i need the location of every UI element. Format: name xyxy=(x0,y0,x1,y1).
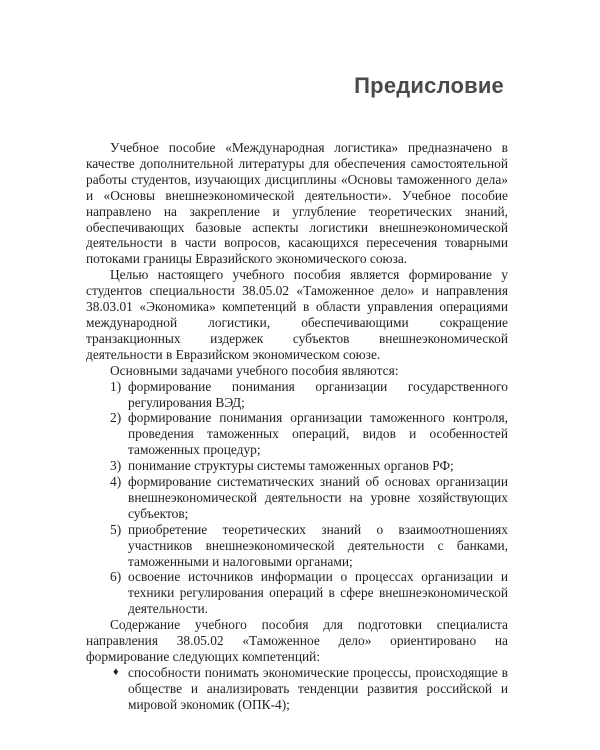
task-item xyxy=(86,458,508,474)
task-text: понимание структуры системы таможенных органов РФ; xyxy=(128,458,454,474)
document-body xyxy=(86,140,508,713)
tasks-heading: Основными задачами учебного пособия являются: xyxy=(110,362,399,378)
competency-item xyxy=(86,665,508,713)
task-text: формирование понимания организации таможенного контроля, проведения таможенных операций, видов и особенностей таможенных процедур; xyxy=(128,410,508,458)
page-title: Предисловие xyxy=(354,73,504,98)
task-text: формирование систематических знаний об основах организации внешнеэкономической деятельности на уровне хозяйствующих субъектов; xyxy=(128,474,508,521)
task-text: формирование понимания организации государственного регулирования ВЭД; xyxy=(128,378,508,410)
competencies-list xyxy=(86,665,508,713)
task-item xyxy=(86,522,508,570)
task-item xyxy=(86,569,508,617)
intro-paragraph: Учебное пособие «Международная логистика» предназначено в качестве дополнительной литературы для обеспечения самостоятельной работы студентов, изучающих дисциплины «Основы таможенного дела» и «Основы внешнеэкономической деятельности». Учебное пособие направлено на закрепление и углубление теоретических знаний, обеспечивающих базовые аспекты логистики внешнеэкономической деятельности в части вопросов, касающихся пересечения товарными потоками границы Евразийского экономического союза. xyxy=(86,140,508,267)
task-number: 6) xyxy=(110,569,122,585)
task-number: 3) xyxy=(110,458,122,474)
task-item xyxy=(86,379,508,411)
task-item xyxy=(86,474,508,522)
competency-text: способности понимать экономические процессы, происходящие в обществе и анализировать тенденции развития российской и мировой экономик (ОПК-4); xyxy=(128,664,508,712)
task-text: приобретение теоретических знаний о взаимоотношениях участников внешнеэкономической деятельности с банками, таможенными и налоговыми органами; xyxy=(128,521,508,569)
tasks-list xyxy=(86,379,508,618)
task-number: 1) xyxy=(110,378,122,394)
goal-paragraph: Целью настоящего учебного пособия является формирование у студентов специальности 38.05.02 «Таможенное дело» и направления 38.03.01 «Экономика» компетенций в области управления операциями международной логистики, обеспечивающими сокращение транзакционных издержек субъектов внешнеэкономической деятельности в Евразийском экономическом союзе. xyxy=(86,267,508,362)
task-number: 4) xyxy=(110,474,122,490)
task-number: 2) xyxy=(110,410,122,426)
task-number: 5) xyxy=(110,521,122,537)
competence-intro-paragraph: Содержание учебного пособия для подготовки специалиста направления 38.05.02 «Таможенное дело» ориентировано на формирование следующих компетенций: xyxy=(86,617,508,664)
task-text: освоение источников информации о процессах организации и техники регулирования операций в сфере внешнеэкономической деятельности. xyxy=(128,569,508,617)
diamond-bullet-icon: ♦ xyxy=(113,665,119,678)
task-item xyxy=(86,410,508,458)
